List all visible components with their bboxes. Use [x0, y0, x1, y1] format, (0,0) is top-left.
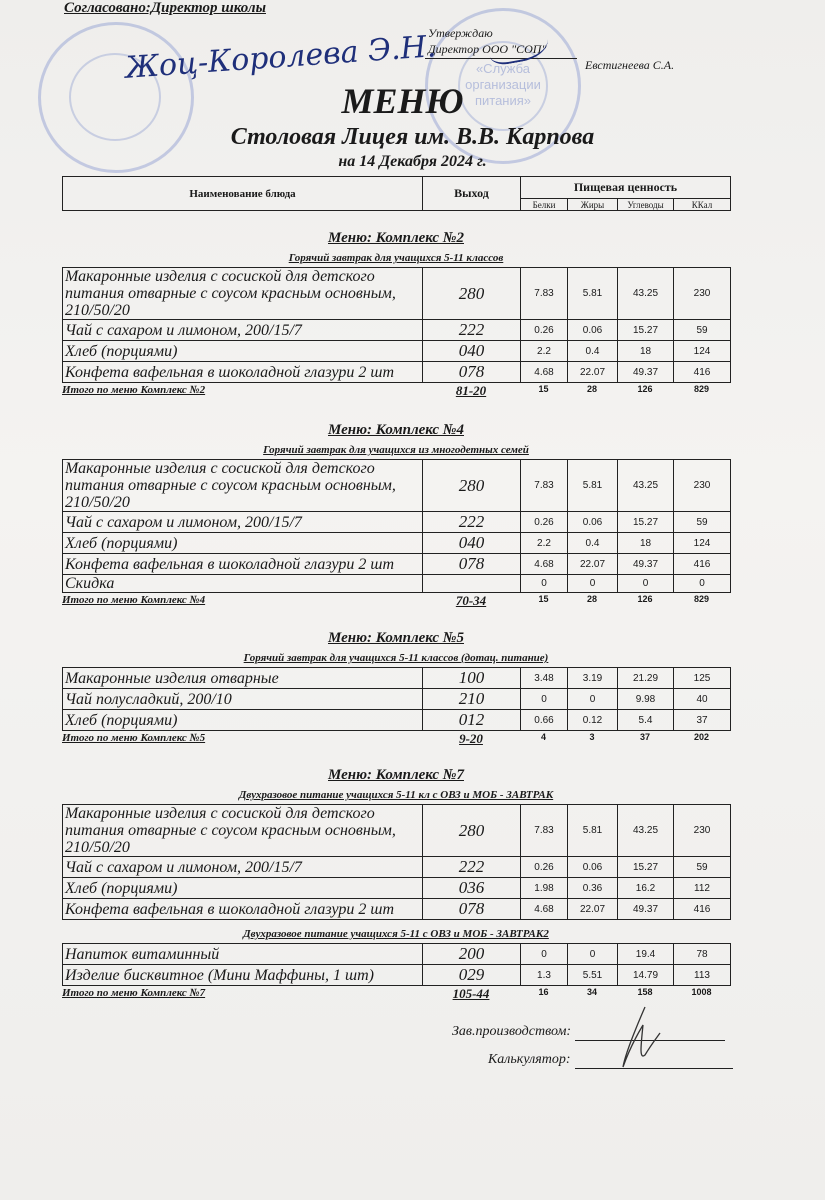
total-label: Итого по меню Комплекс №4 — [62, 594, 206, 606]
dish-proteins: 0.26 — [521, 320, 568, 341]
dish-fats: 5.51 — [568, 965, 618, 986]
dish-output: 200 — [423, 944, 521, 965]
table-row — [63, 965, 731, 986]
header-nutrition: Пищевая ценность — [521, 177, 731, 199]
group-subtitle: Двухразовое питание учащихся 5-11 с ОВЗ и МОБ - ЗАВТРАК2 — [243, 928, 549, 940]
dish-kcal: 59 — [674, 320, 731, 341]
total-carbs: 126 — [637, 594, 653, 604]
approve-label: Утверждаю — [428, 26, 493, 40]
dish-kcal: 124 — [674, 533, 731, 554]
column-header-table — [62, 176, 731, 211]
total-label: Итого по меню Комплекс №5 — [62, 732, 206, 744]
dish-kcal: 59 — [674, 512, 731, 533]
dish-proteins: 4.68 — [521, 899, 568, 920]
menu-date: на 14 Декабря 2024 г. — [338, 153, 487, 170]
total-kcal: 829 — [693, 384, 710, 394]
dish-carbs: 15.27 — [618, 320, 674, 341]
dish-proteins: 7.83 — [521, 460, 568, 512]
total-kcal: 829 — [693, 594, 710, 604]
dish-kcal: 113 — [674, 965, 731, 986]
dish-output: 210 — [423, 689, 521, 710]
table-row — [63, 554, 731, 575]
approver-name: Евстигнеева С.А. — [585, 58, 675, 72]
dish-proteins: 2.2 — [521, 341, 568, 362]
table-row — [63, 460, 731, 512]
table-row — [63, 575, 731, 593]
dish-output: 280 — [423, 268, 521, 320]
table-row — [63, 857, 731, 878]
table-row — [63, 268, 731, 320]
dish-name: Хлеб (порциями) — [63, 878, 423, 899]
dish-carbs: 43.25 — [618, 805, 674, 857]
table-row — [63, 944, 731, 965]
dish-carbs: 49.37 — [618, 554, 674, 575]
agreed-label: Согласовано:Директор школы — [64, 0, 266, 16]
dish-fats: 0.12 — [568, 710, 618, 731]
dish-proteins: 1.98 — [521, 878, 568, 899]
header-dish: Наименование блюда — [63, 177, 423, 211]
dish-kcal: 40 — [674, 689, 731, 710]
total-fats: 28 — [586, 594, 597, 604]
dish-carbs: 19.4 — [618, 944, 674, 965]
calculator-label: Калькулятор: — [488, 1052, 571, 1067]
dish-carbs: 18 — [618, 533, 674, 554]
total-price: 81-20 — [455, 383, 487, 398]
dish-name: Изделие бисквитное (Мини Маффины, 1 шт) — [63, 965, 423, 986]
dish-output: 078 — [423, 554, 521, 575]
dish-output: 012 — [423, 710, 521, 731]
dish-name: Хлеб (порциями) — [63, 533, 423, 554]
total-fats: 34 — [586, 987, 597, 997]
total-proteins: 15 — [538, 384, 549, 394]
dish-fats: 0.4 — [568, 341, 618, 362]
dish-fats: 0.06 — [568, 320, 618, 341]
dish-carbs: 16.2 — [618, 878, 674, 899]
group-subtitle: Горячий завтрак для учащихся из многодетных семей — [263, 444, 529, 456]
total-fats: 3 — [589, 732, 595, 742]
dish-kcal: 416 — [674, 899, 731, 920]
dish-kcal: 230 — [674, 460, 731, 512]
dish-output: 222 — [423, 512, 521, 533]
total-price: 70-34 — [455, 593, 487, 608]
dish-carbs: 43.25 — [618, 268, 674, 320]
dish-name: Чай с сахаром и лимоном, 200/15/7 — [63, 512, 423, 533]
dish-name: Конфета вафельная в шоколадной глазури 2 шт — [63, 899, 423, 920]
dish-output: 222 — [423, 320, 521, 341]
dish-kcal: 59 — [674, 857, 731, 878]
dish-table — [62, 667, 731, 731]
dish-fats: 5.81 — [568, 805, 618, 857]
dish-carbs: 43.25 — [618, 460, 674, 512]
section-total — [62, 986, 730, 1002]
total-carbs: 158 — [637, 987, 653, 997]
dish-fats: 0.36 — [568, 878, 618, 899]
section-title: Меню: Комплекс №7 — [328, 767, 464, 783]
total-kcal: 202 — [693, 732, 710, 742]
dish-carbs: 5.4 — [618, 710, 674, 731]
dish-name: Конфета вафельная в шоколадной глазури 2 шт — [63, 554, 423, 575]
header-fats: Жиры — [568, 199, 618, 211]
table-row — [63, 320, 731, 341]
footer-signature — [615, 1005, 665, 1070]
menu-section — [62, 628, 730, 747]
section-total — [62, 593, 730, 609]
dish-carbs: 0 — [618, 575, 674, 593]
dish-table — [62, 943, 731, 986]
table-row — [63, 710, 731, 731]
dish-proteins: 0 — [521, 944, 568, 965]
section-total — [62, 731, 730, 747]
dish-name: Хлеб (порциями) — [63, 341, 423, 362]
table-row — [63, 689, 731, 710]
table-row — [63, 341, 731, 362]
dish-proteins: 4.68 — [521, 554, 568, 575]
section-total — [62, 383, 730, 399]
menu-section — [62, 420, 730, 609]
dish-proteins: 0.26 — [521, 857, 568, 878]
dish-name: Макаронные изделия с сосиской для детского питания отварные с соусом красным основным, 210/50/20 — [63, 460, 423, 512]
dish-kcal: 37 — [674, 710, 731, 731]
dish-name: Чай полусладкий, 200/10 — [63, 689, 423, 710]
dish-table — [62, 804, 731, 920]
total-proteins: 4 — [540, 732, 546, 742]
approve-role: Директор ООО "СОП" — [428, 42, 547, 56]
dish-kcal: 124 — [674, 341, 731, 362]
dish-fats: 5.81 — [568, 460, 618, 512]
dish-carbs: 9.98 — [618, 689, 674, 710]
dish-carbs: 49.37 — [618, 362, 674, 383]
dish-output: 078 — [423, 362, 521, 383]
total-price: 9-20 — [459, 731, 483, 746]
dish-name: Чай с сахаром и лимоном, 200/15/7 — [63, 320, 423, 341]
dish-kcal: 0 — [674, 575, 731, 593]
dish-name: Чай с сахаром и лимоном, 200/15/7 — [63, 857, 423, 878]
total-price: 105-44 — [452, 986, 490, 1001]
group-subtitle: Двухразовое питание учащихся 5-11 кл с ОВЗ и МОБ - ЗАВТРАК — [238, 789, 554, 801]
dish-name: Конфета вафельная в шоколадной глазури 2 шт — [63, 362, 423, 383]
total-fats: 28 — [586, 384, 597, 394]
dish-table — [62, 267, 731, 383]
dish-proteins: 1.3 — [521, 965, 568, 986]
section-title: Меню: Комплекс №4 — [328, 422, 464, 438]
group-subtitle: Горячий завтрак для учащихся 5-11 классов (дотац. питание) — [243, 652, 549, 664]
dish-name: Макаронные изделия с сосиской для детского питания отварные с соусом красным основным, 210/50/20 — [63, 268, 423, 320]
dish-proteins: 0 — [521, 575, 568, 593]
dish-kcal: 112 — [674, 878, 731, 899]
dish-fats: 5.81 — [568, 268, 618, 320]
production-label: Зав.производством: — [452, 1024, 572, 1039]
total-label: Итого по меню Комплекс №7 — [62, 987, 206, 999]
dish-output: 078 — [423, 899, 521, 920]
dish-fats: 0.06 — [568, 857, 618, 878]
dish-fats: 3.19 — [568, 668, 618, 689]
dish-proteins: 0 — [521, 689, 568, 710]
dish-fats: 22.07 — [568, 899, 618, 920]
table-row — [63, 899, 731, 920]
dish-fats: 22.07 — [568, 554, 618, 575]
table-row — [63, 668, 731, 689]
total-carbs: 37 — [639, 732, 650, 742]
dish-fats: 0.06 — [568, 512, 618, 533]
dish-output: 280 — [423, 805, 521, 857]
menu-section — [62, 765, 730, 1002]
group-subtitle: Горячий завтрак для учащихся 5-11 классов — [288, 252, 504, 264]
director-signature: Жоц-Королева Э.Н. — [124, 29, 438, 86]
dish-proteins: 4.68 — [521, 362, 568, 383]
total-proteins: 16 — [538, 987, 549, 997]
dish-carbs: 15.27 — [618, 857, 674, 878]
section-title: Меню: Комплекс №2 — [328, 230, 464, 246]
dish-fats: 22.07 — [568, 362, 618, 383]
dish-output: 222 — [423, 857, 521, 878]
page-title: МЕНЮ — [341, 81, 464, 121]
dish-kcal: 125 — [674, 668, 731, 689]
dish-fats: 0 — [568, 944, 618, 965]
dish-fats: 0 — [568, 575, 618, 593]
canteen-name: Столовая Лицея им. В.В. Карпова — [230, 124, 595, 150]
dish-name: Макаронные изделия отварные — [63, 668, 423, 689]
dish-kcal: 230 — [674, 805, 731, 857]
dish-output: 036 — [423, 878, 521, 899]
dish-carbs: 14.79 — [618, 965, 674, 986]
dish-output: 040 — [423, 533, 521, 554]
dish-name: Макаронные изделия с сосиской для детского питания отварные с соусом красным основным, 210/50/20 — [63, 805, 423, 857]
table-row — [63, 362, 731, 383]
dish-carbs: 15.27 — [618, 512, 674, 533]
section-title: Меню: Комплекс №5 — [328, 630, 464, 646]
dish-fats: 0 — [568, 689, 618, 710]
total-carbs: 126 — [637, 384, 653, 394]
header-carbs: Углеводы — [618, 199, 674, 211]
dish-output: 280 — [423, 460, 521, 512]
menu-section — [62, 228, 730, 399]
dish-kcal: 416 — [674, 554, 731, 575]
dish-proteins: 7.83 — [521, 805, 568, 857]
table-row — [63, 805, 731, 857]
total-label: Итого по меню Комплекс №2 — [62, 384, 206, 396]
header-proteins: Белки — [521, 199, 568, 211]
dish-carbs: 18 — [618, 341, 674, 362]
header-kcal: ККал — [674, 199, 731, 211]
dish-name: Напиток витаминный — [63, 944, 423, 965]
dish-output: 029 — [423, 965, 521, 986]
dish-carbs: 21.29 — [618, 668, 674, 689]
total-kcal: 1008 — [691, 987, 712, 997]
total-proteins: 15 — [538, 594, 549, 604]
header-output: Выход — [423, 177, 521, 211]
dish-proteins: 2.2 — [521, 533, 568, 554]
table-row — [63, 878, 731, 899]
table-row — [63, 512, 731, 533]
dish-kcal: 230 — [674, 268, 731, 320]
dish-proteins: 0.66 — [521, 710, 568, 731]
table-row — [63, 533, 731, 554]
company-stamp: «Служба организации питания» — [425, 8, 581, 164]
dish-name: Хлеб (порциями) — [63, 710, 423, 731]
dish-name: Скидка — [63, 575, 423, 593]
dish-kcal: 78 — [674, 944, 731, 965]
dish-proteins: 3.48 — [521, 668, 568, 689]
dish-output — [423, 575, 521, 593]
dish-proteins: 0.26 — [521, 512, 568, 533]
dish-output: 040 — [423, 341, 521, 362]
dish-table — [62, 459, 731, 593]
dish-proteins: 7.83 — [521, 268, 568, 320]
dish-output: 100 — [423, 668, 521, 689]
dish-kcal: 416 — [674, 362, 731, 383]
dish-carbs: 49.37 — [618, 899, 674, 920]
dish-fats: 0.4 — [568, 533, 618, 554]
